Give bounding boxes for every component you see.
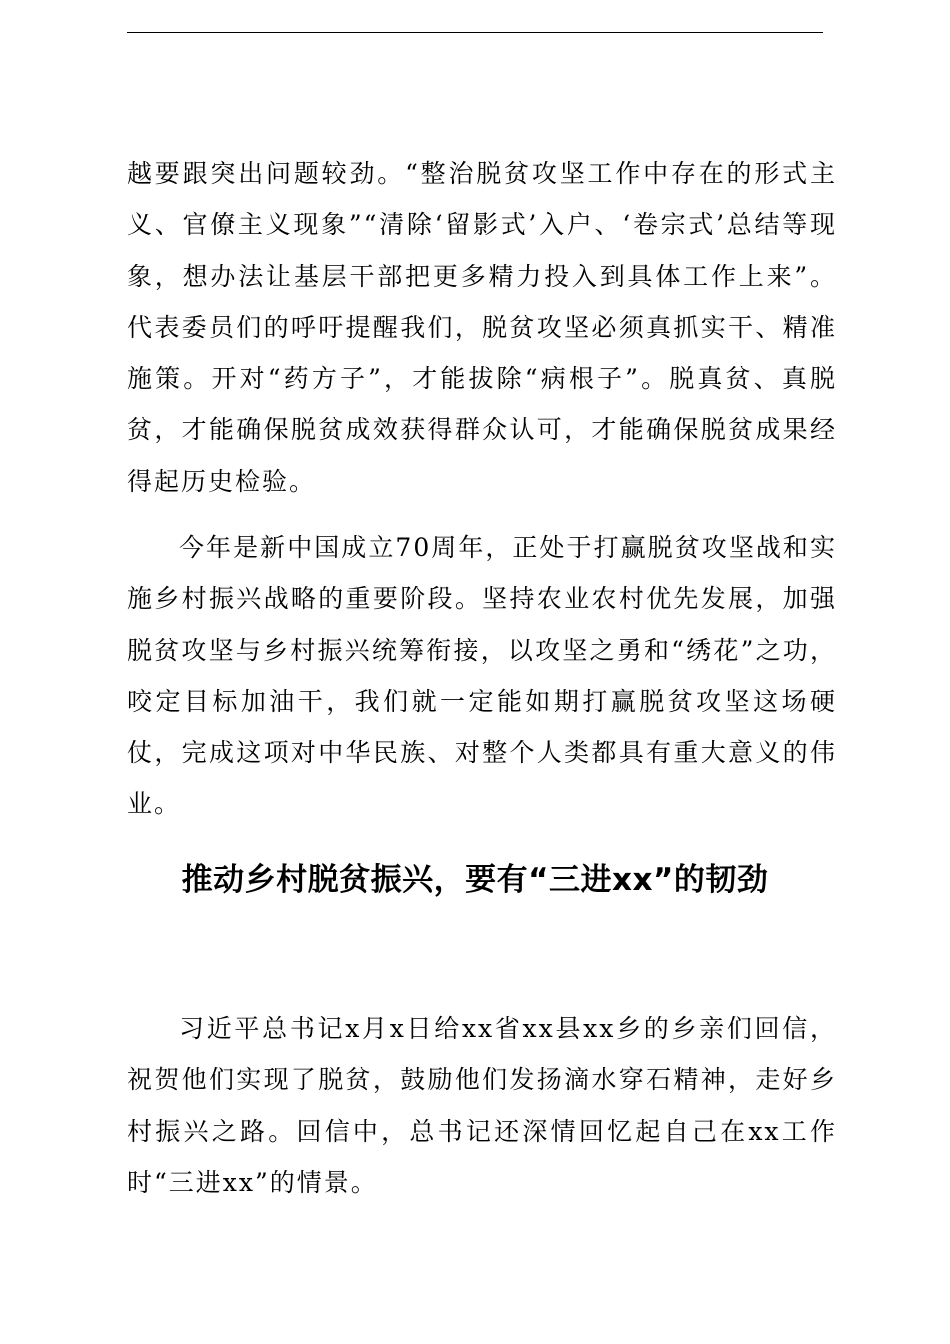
paragraph-seventieth-anniversary: 今年是新中国成立70周年，正处于打赢脱贫攻坚战和实施乡村振兴战略的重要阶段。坚持农业农村优先发展，加强脱贫攻坚与乡村振兴统筹衔接，以攻坚之勇和“绣花”之功，咬定目标加油干，我们就一定能如期打赢脱贫攻坚这场硬仗，完成这项对中华民族、对整个人类都具有重大意义的伟业。 xyxy=(127,533,837,819)
paragraph-reply-letter: 习近平总书记x月x日给xx省xx县xx乡的乡亲们回信，祝贺他们实现了脱贫，鼓励他们发扬滴水穿石精神，走好乡村振兴之路。回信中，总书记还深情回忆起自己在xx工作时“三进xx”的情景。 xyxy=(127,1014,837,1197)
paragraph-continuation: 越要跟突出问题较劲。“整治脱贫攻坚工作中存在的形式主义、官僚主义现象”“清除‘留影式’入户、‘卷宗式’总结等现象，想办法让基层干部把更多精力投入到具体工作上来”。代表委员们的呼吁提醒我们，脱贫攻坚必须真抓实干、精准施策。开对“药方子”，才能拔除“病根子”。脱真贫、真脱贫，才能确保脱贫成效获得群众认可，才能确保脱贫成果经得起历史检验。 xyxy=(127,159,837,496)
section-heading: 推动乡村脱贫振兴，要有“三进xx”的韧劲 xyxy=(181,862,769,898)
header-rule xyxy=(127,32,823,33)
